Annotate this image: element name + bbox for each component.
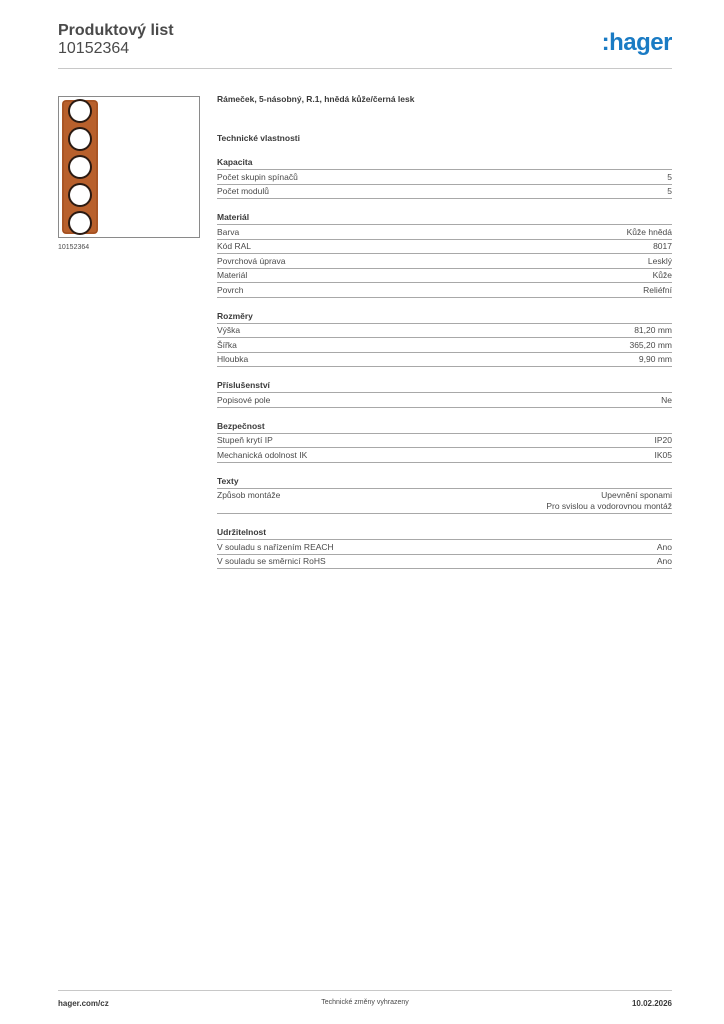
opening [70,213,90,233]
spec-label: Kód RAL [217,241,252,251]
spec-value [655,435,673,446]
footer-date: 10.02.2026 [631,999,672,1008]
document-footer [58,990,672,1015]
spec-label: Materiál [217,270,248,280]
frame-illustration [59,97,199,237]
spec-row [217,225,672,240]
document-title: Produktový list [58,22,174,39]
spec-row [217,489,672,515]
opening [70,157,90,177]
product-name: Rámeček, 5-násobný, R.1, hnědá kůže/černá lesk [217,94,415,104]
spec-groups [217,156,672,569]
spec-row [217,185,672,200]
spec-group-title: Udržitelnost [217,526,672,540]
spec-value-line: Lesklý [647,255,672,266]
spec-value [643,285,672,296]
opening [70,185,90,205]
spec-value [629,340,672,351]
spec-row [217,338,672,353]
spec-value-line: 8017 [653,241,672,251]
spec-row [217,393,672,408]
spec-label: Hloubka [217,354,249,364]
spec-group-title: Rozměry [217,310,672,324]
spec-group [217,379,672,408]
spec-row [217,448,672,463]
spec-value [639,354,672,365]
spec-row [217,254,672,269]
spec-label: V souladu s nařízením REACH [217,541,334,552]
spec-row [217,324,672,339]
spec-label: Povrchová úprava [217,255,286,266]
spec-group-title: Texty [217,475,672,489]
spec-label: Šířka [217,339,237,350]
spec-value [634,325,672,336]
spec-value-line: Ano [656,556,672,566]
opening [70,129,90,149]
footer-notice: Technické změny vyhrazeny [321,999,409,1006]
spec-group-title: Příslušenství [217,379,672,393]
spec-group-title: Kapacita [217,156,672,170]
spec-label: Počet modulů [217,186,269,196]
spec-value-line: IP20 [654,435,672,445]
spec-value [657,556,672,567]
spec-row [217,540,672,555]
spec-label: Popisové pole [217,394,271,405]
spec-value [627,227,672,238]
spec-label: Způsob montáže [217,490,281,500]
spec-label: Počet skupin spínačů [217,171,298,182]
product-details [217,92,672,569]
product-number: 10152364 [58,40,130,57]
spec-group [217,310,672,368]
spec-row [217,434,672,449]
spec-label: Barva [217,226,240,237]
spec-value [667,186,672,197]
spec-group [217,526,672,569]
spec-value-line: Upevnění sponami [601,490,672,500]
spec-group [217,211,672,298]
spec-value [667,172,672,183]
document-header [58,20,672,69]
spec-value-line: Kůže hnědá [626,226,672,237]
spec-value [655,450,673,461]
spec-value-line: IK05 [654,449,672,460]
hager-logo [586,28,672,56]
spec-label: Povrch [217,284,244,295]
spec-value-line: 9,90 mm [638,354,672,364]
section-title: Technické vlastnosti [217,133,300,143]
opening [70,101,90,121]
spec-value [657,542,672,553]
frame-openings [68,99,92,235]
image-caption: 10152364 [58,244,90,251]
spec-value-line: Reliéfní [643,284,672,295]
product-image [58,96,200,238]
spec-row [217,283,672,298]
spec-row [217,353,672,368]
spec-label: Mechanická odolnost IK [217,449,308,460]
logo-text: :hager [601,29,672,56]
spec-row [217,240,672,255]
spec-row [217,170,672,185]
spec-row [217,269,672,284]
spec-group [217,156,672,199]
spec-value-line: 81,20 mm [634,325,672,335]
spec-label: Stupeň krytí IP [217,435,273,445]
spec-group [217,475,672,515]
spec-value-line: 5 [667,171,672,182]
spec-value [546,490,672,512]
spec-value-line: 5 [667,186,672,196]
spec-value [661,395,672,406]
spec-value-line: Pro svislou a vodorovnou montáž [546,501,672,511]
spec-value [653,241,672,252]
spec-value-line: Kůže [652,270,672,280]
spec-value [653,270,672,281]
spec-value-line: 365,20 mm [629,339,672,350]
spec-value-line: Ano [656,541,672,552]
spec-group-title: Materiál [217,211,672,225]
spec-value [648,256,672,267]
spec-label: V souladu se směrnicí RoHS [217,556,326,566]
spec-value-line: Ne [661,394,672,405]
footer-website[interactable]: hager.com/cz [58,999,109,1008]
spec-group [217,420,672,463]
spec-label: Výška [217,325,241,335]
spec-group-title: Bezpečnost [217,420,672,434]
spec-row [217,555,672,570]
